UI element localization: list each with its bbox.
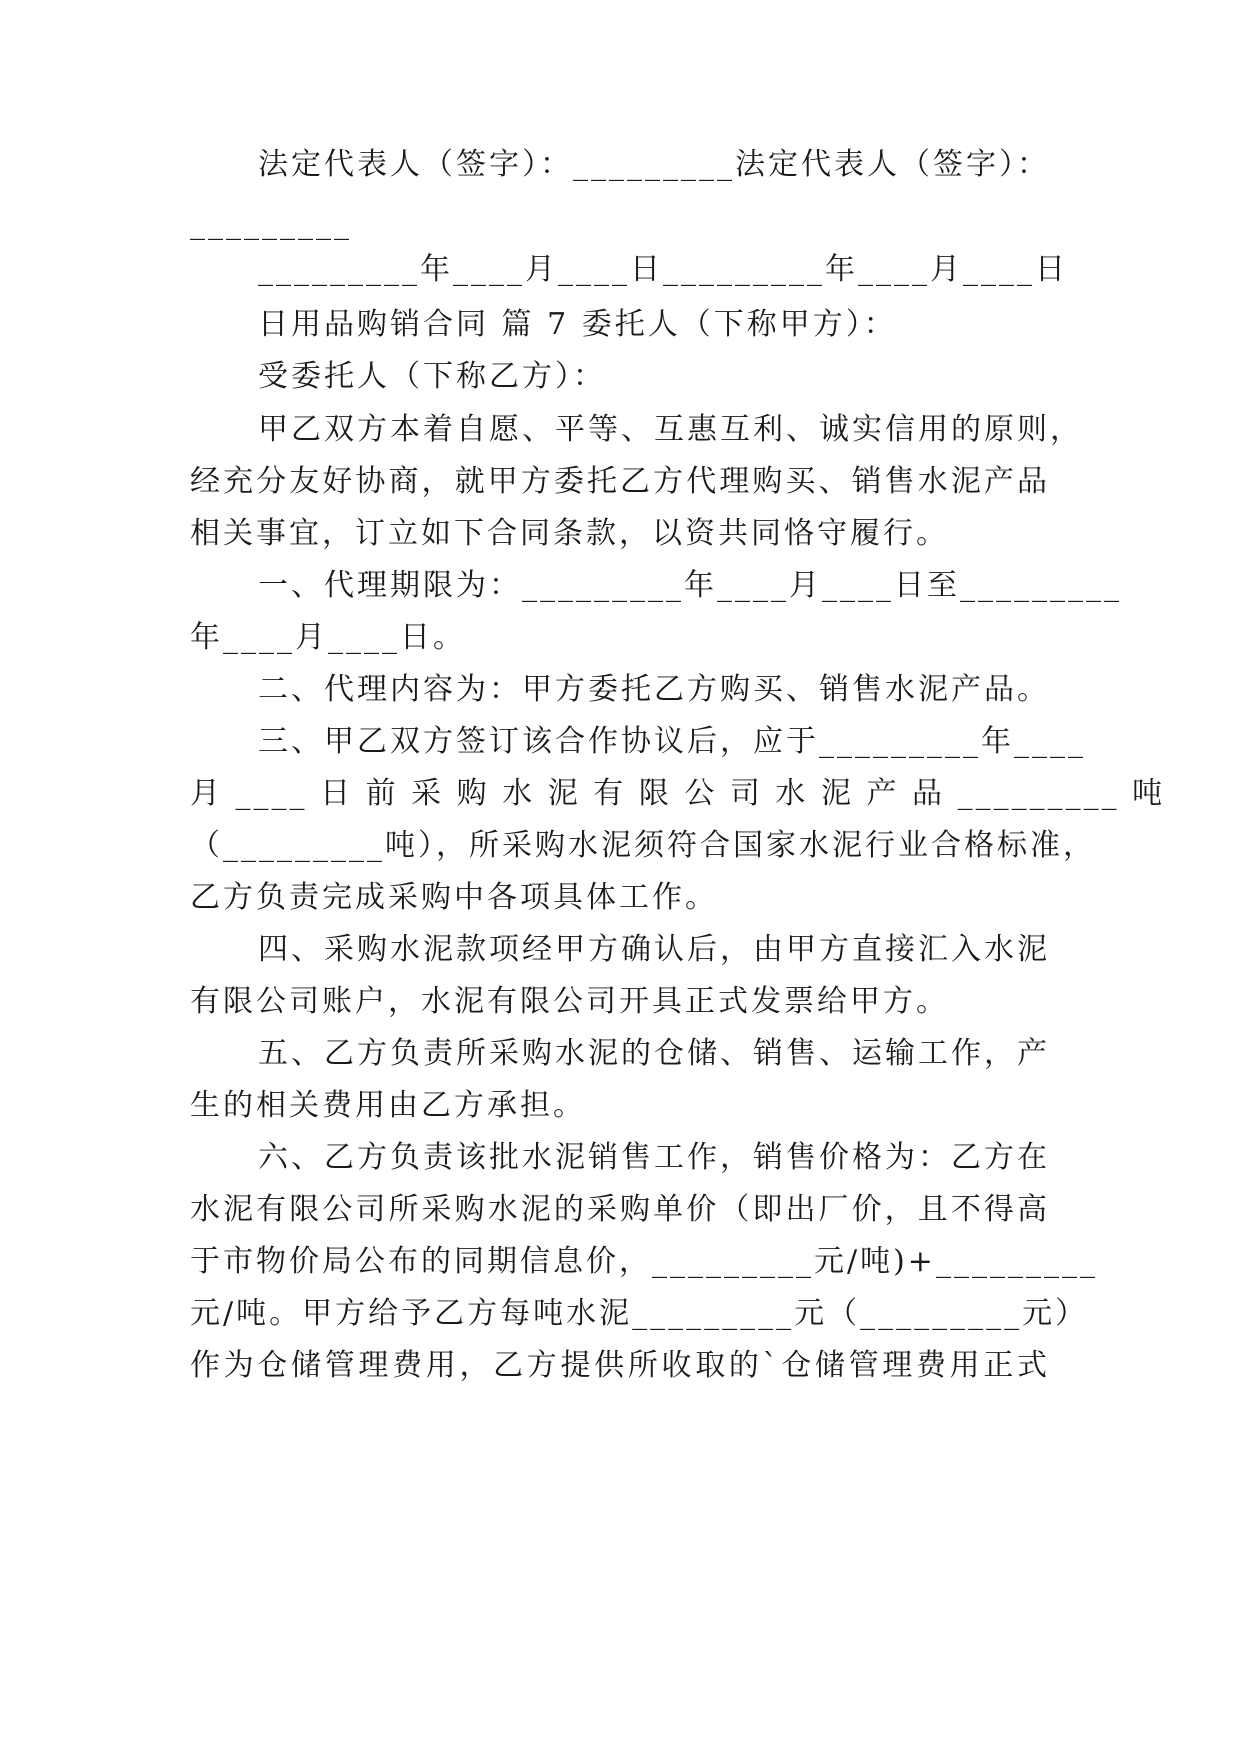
clause-1-line-2: 年____月____日。 — [190, 620, 466, 655]
clause-6-line-5: 作为仓储管理费用，乙方提供所收取的`仓储管理费用正式 — [190, 1348, 1050, 1383]
signature-line: 法定代表人（签字）：_________法定代表人（签字）： — [258, 147, 1050, 182]
clause-3-line-3: （_________吨），所采购水泥须符合国家水泥行业合格标准， — [190, 828, 1096, 863]
intro-paragraph-line-2: 经充分友好协商，就甲方委托乙方代理购买、销售水泥产品 — [190, 464, 1050, 499]
contract-title-line: 日用品购销合同 篇 7 委托人（下称甲方）： — [258, 307, 897, 342]
clause-6-line-3: 于市物价局公布的同期信息价，_________元/吨)+_________ — [190, 1244, 1098, 1279]
clause-6-line-4: 元/吨。甲方给予乙方每吨水泥_________元（_________元） — [190, 1296, 1089, 1331]
clause-5-line-1: 五、乙方负责所采购水泥的仓储、销售、运输工作，产 — [258, 1036, 1050, 1071]
intro-paragraph-line-1: 甲乙双方本着自愿、平等、互惠互利、诚实信用的原则， — [258, 412, 1083, 447]
clause-4-line-2: 有限公司账户，水泥有限公司开具正式发票给甲方。 — [190, 984, 949, 1019]
clause-1-line-1: 一、代理期限为：_________年____月____日至_________ — [258, 568, 1122, 603]
party-b-line: 受委托人（下称乙方）： — [258, 359, 606, 394]
clause-3-line-1: 三、甲乙双方签订该合作协议后，应于_________年____ — [258, 724, 1086, 759]
clause-2-line: 二、代理内容为：甲方委托乙方购买、销售水泥产品。 — [258, 672, 1050, 707]
clause-3-line-4: 乙方负责完成采购中各项具体工作。 — [190, 880, 718, 915]
clause-6-line-1: 六、乙方负责该批水泥销售工作，销售价格为：乙方在 — [258, 1140, 1050, 1175]
clause-4-line-1: 四、采购水泥款项经甲方确认后，由甲方直接汇入水泥 — [258, 932, 1050, 967]
clause-3-line-2: 月 ____ 日 前 采 购 水 泥 有 限 公 司 水 泥 产 品 _________ 吨 — [190, 776, 1166, 811]
date-line: _________年____月____日_________年____月____日 — [258, 252, 1068, 287]
clause-6-line-2: 水泥有限公司所采购水泥的采购单价（即出厂价，且不得高 — [190, 1192, 1050, 1227]
intro-paragraph-line-3: 相关事宜，订立如下合同条款，以资共同恪守履行。 — [190, 516, 949, 551]
clause-5-line-2: 生的相关费用由乙方承担。 — [190, 1088, 586, 1123]
signature-blank-line: _________ — [190, 206, 352, 241]
